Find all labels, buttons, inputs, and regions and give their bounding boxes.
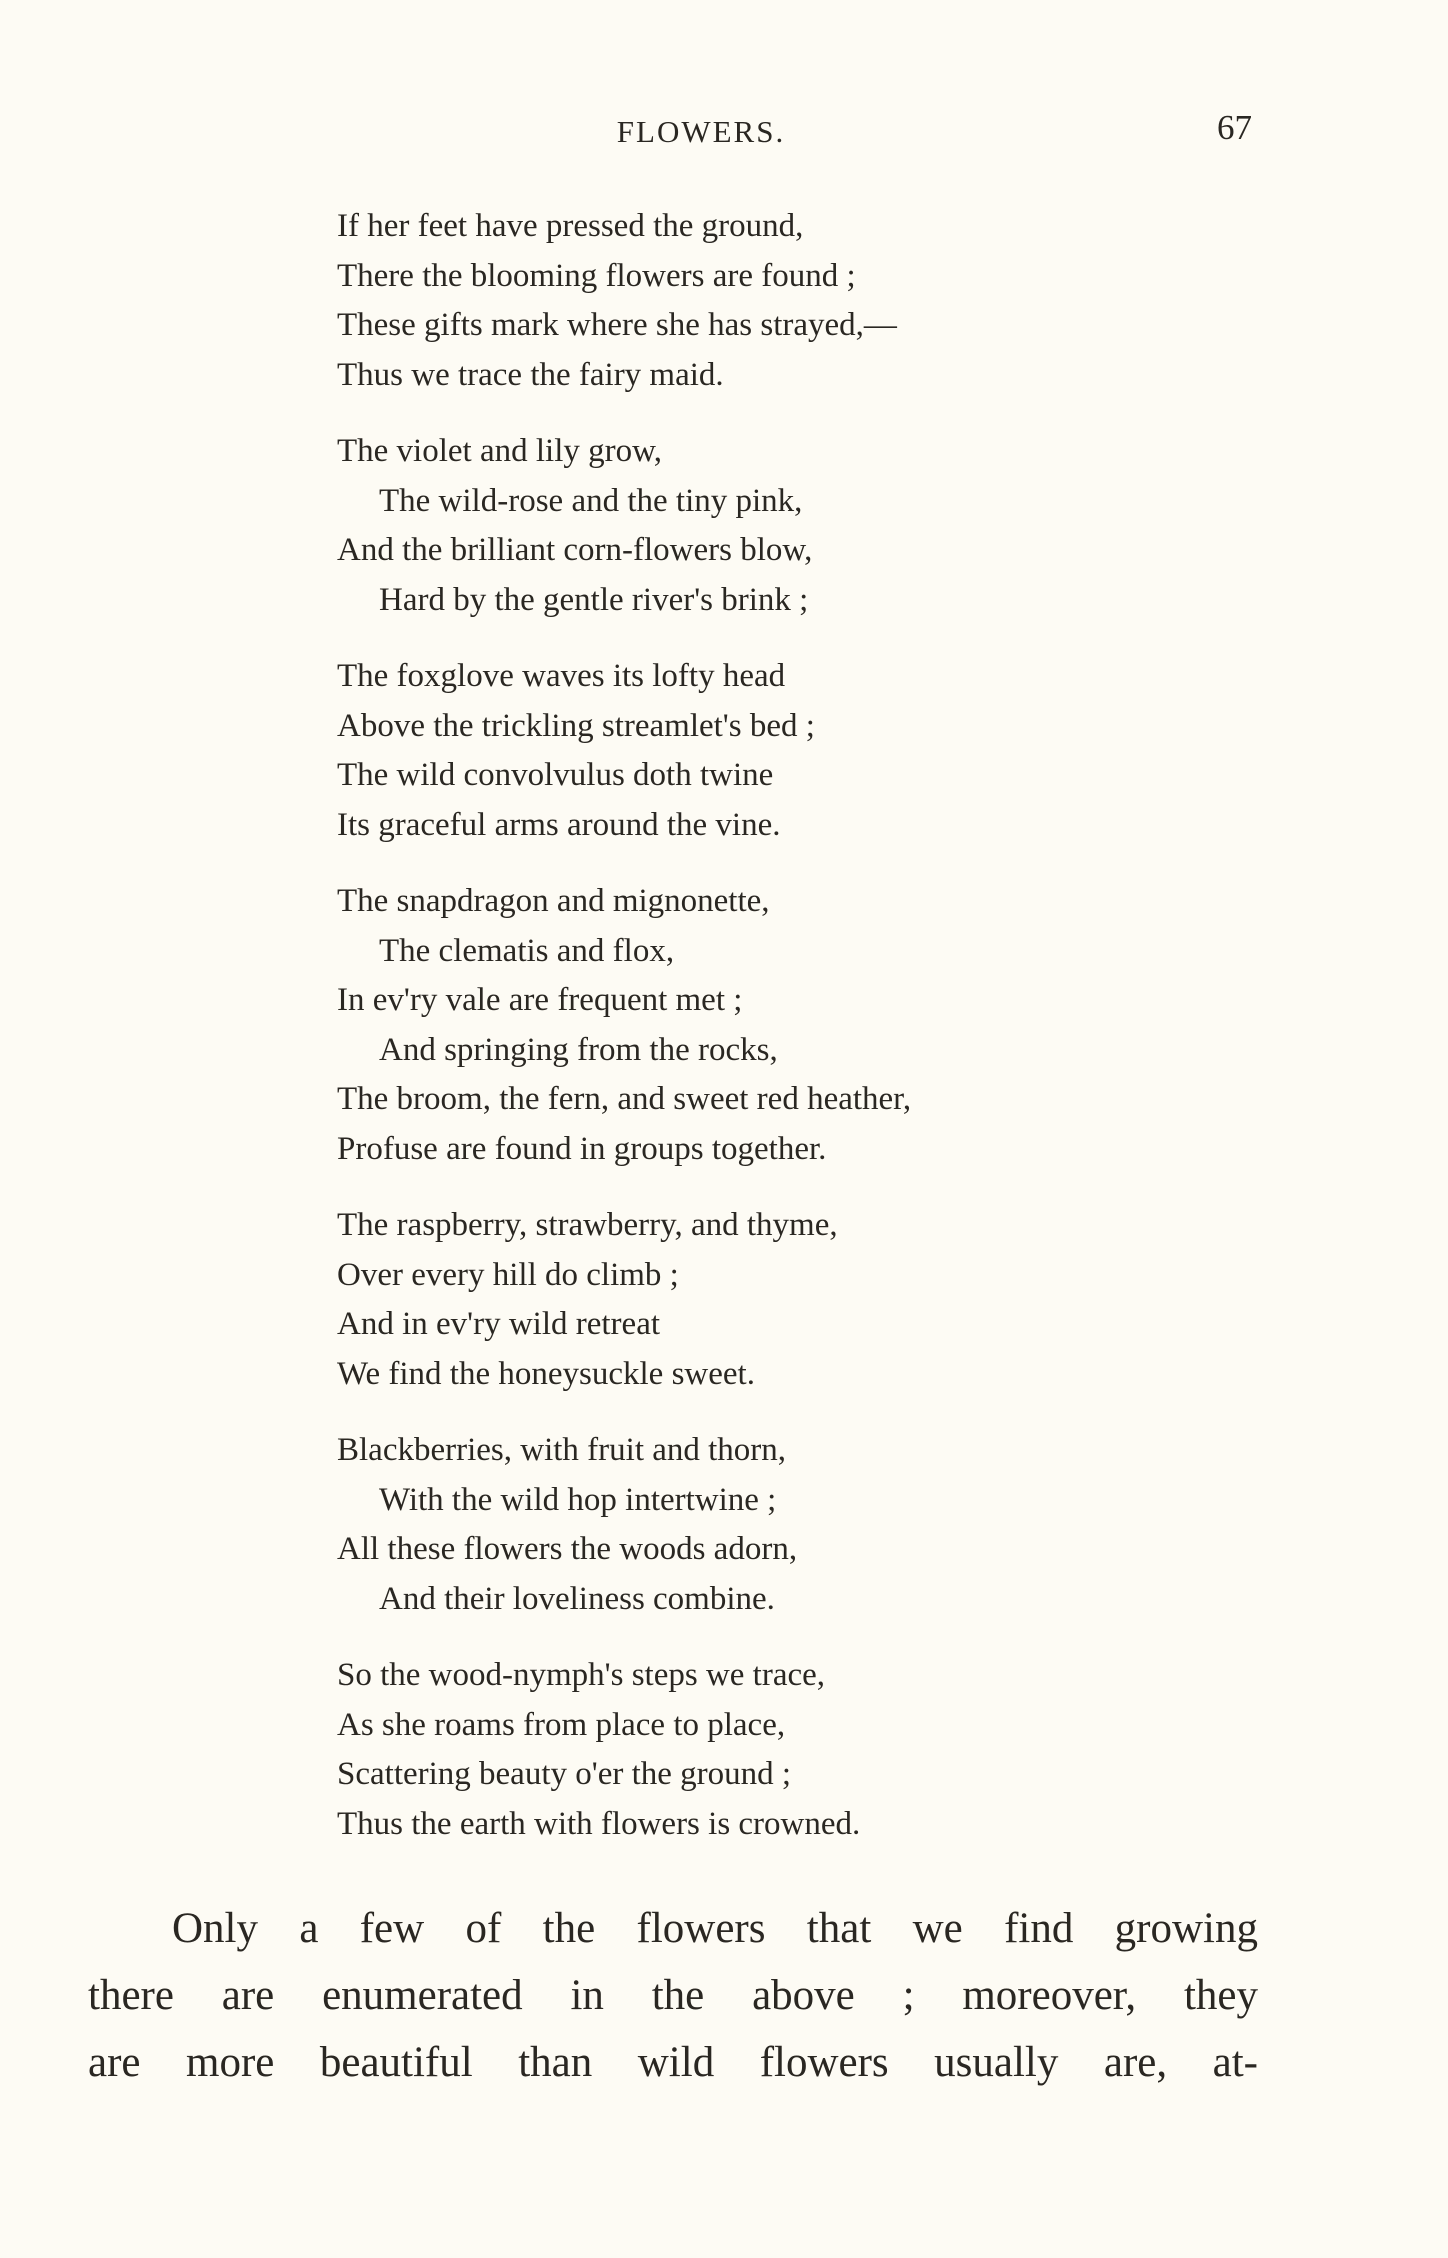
- poem-line: Above the trickling streamlet's bed ;: [337, 707, 815, 744]
- poem-line: Over every hill do climb ;: [337, 1256, 679, 1293]
- poem-line: In ev'ry vale are frequent met ;: [337, 982, 743, 1018]
- prose-line: are more beautiful than wild flowers usually are, at-: [88, 2039, 1258, 2086]
- page-number: 67: [1217, 108, 1252, 147]
- poem-line: All these flowers the woods adorn,: [337, 1531, 798, 1567]
- poem-line: The wild-rose and the tiny pink,: [379, 482, 803, 519]
- poem-line: Thus we trace the fairy maid.: [337, 356, 724, 393]
- stanza: [337, 427, 1117, 625]
- stanza: [337, 877, 1117, 1174]
- poem-line: The broom, the fern, and sweet red heather,: [337, 1081, 912, 1117]
- prose-line: Only a few of the flowers that we find growing: [172, 1905, 1258, 1952]
- stanza: [337, 1201, 1117, 1399]
- poem-line: Blackberries, with fruit and thorn,: [337, 1432, 787, 1468]
- poem-line: The wild convolvulus doth twine: [337, 757, 774, 793]
- poem-line: We find the honeysuckle sweet.: [337, 1355, 755, 1392]
- running-title: FLOWERS.: [616, 114, 786, 149]
- stanza: [337, 1426, 1117, 1624]
- poem-line: Profuse are found in groups together.: [337, 1130, 827, 1167]
- poem-line: The violet and lily grow,: [337, 433, 663, 469]
- poem-line: And the brilliant corn-flowers blow,: [337, 532, 813, 568]
- stanza: [337, 1651, 1117, 1849]
- poem-line: As she roams from place to place,: [337, 1706, 786, 1743]
- stanza: [337, 202, 1117, 400]
- poem-line: And their loveliness combine.: [379, 1580, 775, 1617]
- running-head: [150, 108, 1252, 158]
- poem-line: Its graceful arms around the vine.: [337, 806, 781, 843]
- poem-line: The foxglove waves its lofty head: [337, 658, 786, 694]
- poem-line: If her feet have pressed the ground,: [337, 208, 804, 244]
- poem-line: And in ev'ry wild retreat: [337, 1306, 661, 1342]
- poem-line: So the wood-nymph's steps we trace,: [337, 1657, 826, 1693]
- poem-line: The clematis and flox,: [379, 932, 675, 969]
- poem-line: Hard by the gentle river's brink ;: [379, 581, 809, 618]
- prose-line: there are enumerated in the above ; moreover, they: [88, 1972, 1258, 2019]
- poem: [337, 202, 1117, 1876]
- poem-line: Thus the earth with flowers is crowned.: [337, 1805, 861, 1842]
- poem-line: With the wild hop intertwine ;: [379, 1481, 777, 1518]
- poem-line: There the blooming flowers are found ;: [337, 257, 856, 294]
- poem-line: The snapdragon and mignonette,: [337, 883, 770, 919]
- poem-line: And springing from the rocks,: [379, 1031, 778, 1068]
- prose-paragraph: [88, 1895, 1258, 2096]
- stanza: [337, 652, 1117, 850]
- poem-line: These gifts mark where she has strayed,—: [337, 307, 897, 343]
- poem-line: The raspberry, strawberry, and thyme,: [337, 1207, 838, 1243]
- poem-line: Scattering beauty o'er the ground ;: [337, 1756, 792, 1792]
